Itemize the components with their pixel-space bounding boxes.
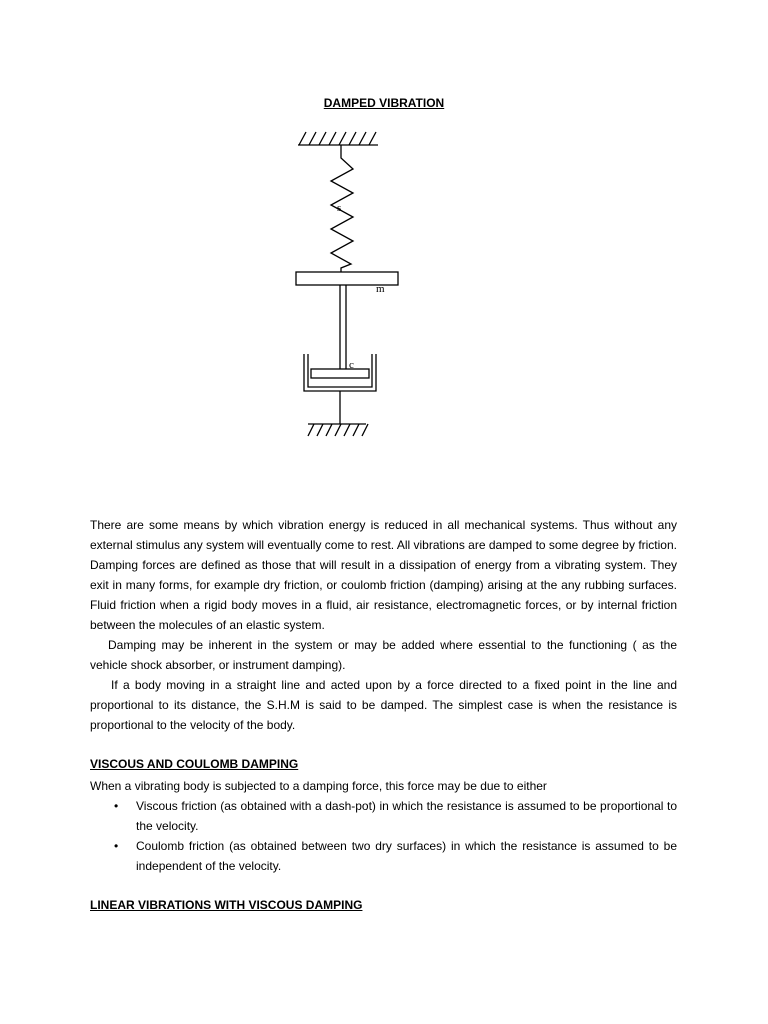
intro-paragraph: Damping may be inherent in the system or may be added where essential to the functioning ( as the vehicle shock absorber, or instrument damping).	[90, 638, 677, 672]
bullet-icon: •	[114, 839, 119, 853]
mass-label: m	[376, 283, 385, 295]
damping-type-list	[90, 796, 677, 876]
spring-label: s	[337, 202, 342, 214]
intro-section	[90, 515, 677, 735]
bottom-support	[308, 424, 368, 436]
piston-head	[311, 369, 369, 378]
list-item-text: Viscous friction (as obtained with a dash-pot) in which the resistance is assumed to be proportional to the velocity.	[136, 799, 677, 833]
spring-mass-damper-diagram	[0, 0, 768, 460]
list-item	[90, 796, 677, 836]
section2-intro: When a vibrating body is subjected to a damping force, this force may be due to either	[90, 779, 547, 793]
spring	[331, 145, 353, 272]
intro-paragraph: There are some means by which vibration energy is reduced in all mechanical systems. Thus without any external stimulus any system will eventually come to rest. All vibrations are damped to some degree by friction. Damping forces are defined as those that will result in a dissipation of energy from a vibrating system. They exit in many forms, for example dry friction, or coulomb friction (damping) arising at the any rubbing surfaces. Fluid friction when a rigid body moves in a fluid, air resistance, electromagnetic forces, or by internal friction between the molecules of an elastic system.	[90, 518, 677, 632]
damper-label: c	[349, 359, 354, 371]
bullet-icon: •	[114, 799, 119, 813]
list-item-text: Coulomb friction (as obtained between two dry surfaces) in which the resistance is assumed to be independent of the velocity.	[136, 839, 677, 873]
top-support	[298, 132, 378, 145]
list-item	[90, 836, 677, 876]
section-heading-linear-viscous: LINEAR VIBRATIONS WITH VISCOUS DAMPING	[90, 898, 363, 912]
page-title: DAMPED VIBRATION	[323, 96, 445, 110]
section-heading-viscous-coulomb: VISCOUS AND COULOMB DAMPING	[90, 757, 299, 771]
intro-paragraph: If a body moving in a straight line and acted upon by a force directed to a fixed point in the line and proportional to its distance, the S.H.M is said to be damped. The simplest case is when the resistance is proportional to the velocity of the body.	[90, 678, 677, 732]
